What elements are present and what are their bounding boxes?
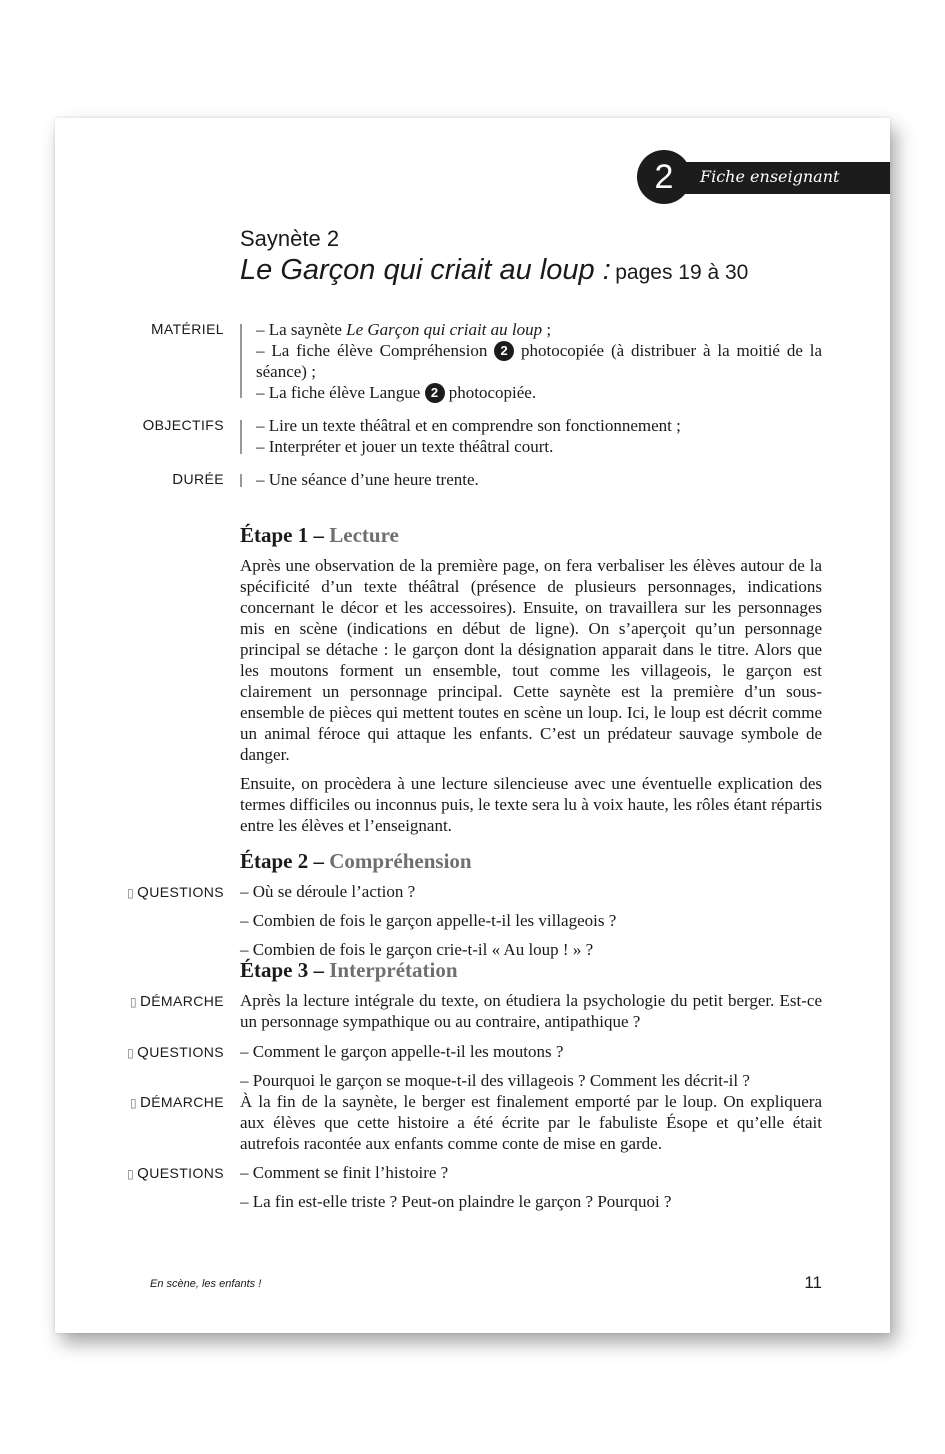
demarche-text: À la fin de la saynète, le berger est finalement emporté par le loup. On expliquera aux élèves que cette histoire a été écrite par le fabuliste Ésope et qu’elle était autrefois racontée aux enfants comme conte de mise en garde. [240,1092,822,1153]
materiel-label: MATÉRIEL [150,321,224,338]
paragraph: Après une observation de la première page, on fera verbaliser les élèves autour de la spécificité d’un texte théâtral (présence de plusieurs personnages, indications concernant le décor et les accessoires). Ensuite, on travaillera sur les personnages mis en scène (indications en début de ligne). On s’aperçoit qu’un personnage principal se détache : le garçon dont la désignation apparait dans le titre. Alors que les moutons forment un ensemble, tout comme les villageois, le garçon est clairement un personnage principal. Cette saynète est la première d’un sous-ensemble de pièces qui mettent toutes en scène un loup. Ici, le loup est décrit comme un animal féroce qui attaque les enfants. C’est un prédateur sauvage symbole de danger. [240,556,822,764]
question-item: – Combien de fois le garçon appelle-t-il les villageois ? [240,911,617,930]
questions-label: ▯ QUESTIONS [127,884,224,901]
fiche-number-badge: 2 [637,150,691,204]
etape-1-text [240,555,822,836]
objectifs-divider [240,420,242,454]
checkbox-icon: ▯ [129,1096,137,1110]
etape-1-heading: Étape 1 – Lecture [240,523,399,547]
questions-label: ▯ QUESTIONS [127,1165,224,1182]
checkbox-icon: ▯ [129,995,137,1009]
etape-2-heading: Étape 2 – Compréhension [240,849,472,873]
duree-divider [240,474,242,487]
objectifs-list [256,415,822,457]
play-title: Le Garçon qui criait au loup : [240,254,611,286]
checkbox-icon: ▯ [127,1046,135,1060]
question-item: – Où se déroule l’action ? [240,882,416,901]
question-item: – La fin est-elle triste ? Peut-on plaindre le garçon ? Pourquoi ? [240,1192,672,1211]
question-item: – Comment se finit l’histoire ? [240,1163,449,1182]
duree-label: DURÉE [172,471,224,488]
number-badge-icon: 2 [494,341,514,361]
checkbox-icon: ▯ [127,1167,135,1181]
page-number: 11 [804,1273,822,1292]
demarche-label: ▯ DÉMARCHE [129,1094,224,1111]
book-title: En scène, les enfants ! [150,1278,262,1290]
objectif-item: – Lire un texte théâtral et en comprendre son fonctionnement ; [256,416,681,435]
materiel-item: – La fiche élève Langue 2 photocopiée. [256,383,537,402]
materiel-item: – La fiche élève Compréhension 2 photocopiée (à distribuer à la moitié de la séance) ; [256,341,822,381]
questions-label: ▯ QUESTIONS [127,1044,224,1061]
objectifs-label: OBJECTIFS [142,417,224,434]
question-item: – Comment le garçon appelle-t-il les moutons ? [240,1042,564,1061]
saynete-heading: Saynète 2 [240,226,340,251]
duree-text: – Une séance d’une heure trente. [256,470,479,489]
fiche-label: Fiche enseignant [700,167,840,186]
etape-3-questions-2 [240,1162,822,1212]
etape-2-questions [240,881,822,960]
materiel-item: – La saynète Le Garçon qui criait au loup ; [256,320,552,339]
objectif-item: – Interpréter et jouer un texte théâtral court. [256,437,554,456]
question-item: – Pourquoi le garçon se moque-t-il des villageois ? Comment les décrit-il ? [240,1071,750,1090]
demarche-text: Après la lecture intégrale du texte, on étudiera la psychologie du petit berger. Est-ce un personnage sympathique ou au contraire, antipathique ? [240,991,822,1031]
checkbox-icon: ▯ [127,886,135,900]
number-badge-icon: 2 [425,383,445,403]
page-title [240,254,748,287]
paragraph: Ensuite, on procèdera à une lecture silencieuse avec une éventuelle explication des termes difficiles ou inconnus puis, le texte sera lu à voix haute, les rôles étant répartis entre les élèves et l’enseignant. [240,774,822,835]
etape-3-heading: Étape 3 – Interprétation [240,958,458,982]
question-item: – Combien de fois le garçon crie-t-il « Au loup ! » ? [240,940,594,959]
demarche-label: ▯ DÉMARCHE [129,993,224,1010]
etape-3-questions-1 [240,1041,822,1091]
page-range: pages 19 à 30 [615,261,749,284]
materiel-divider [240,324,242,398]
materiel-list [256,319,822,403]
